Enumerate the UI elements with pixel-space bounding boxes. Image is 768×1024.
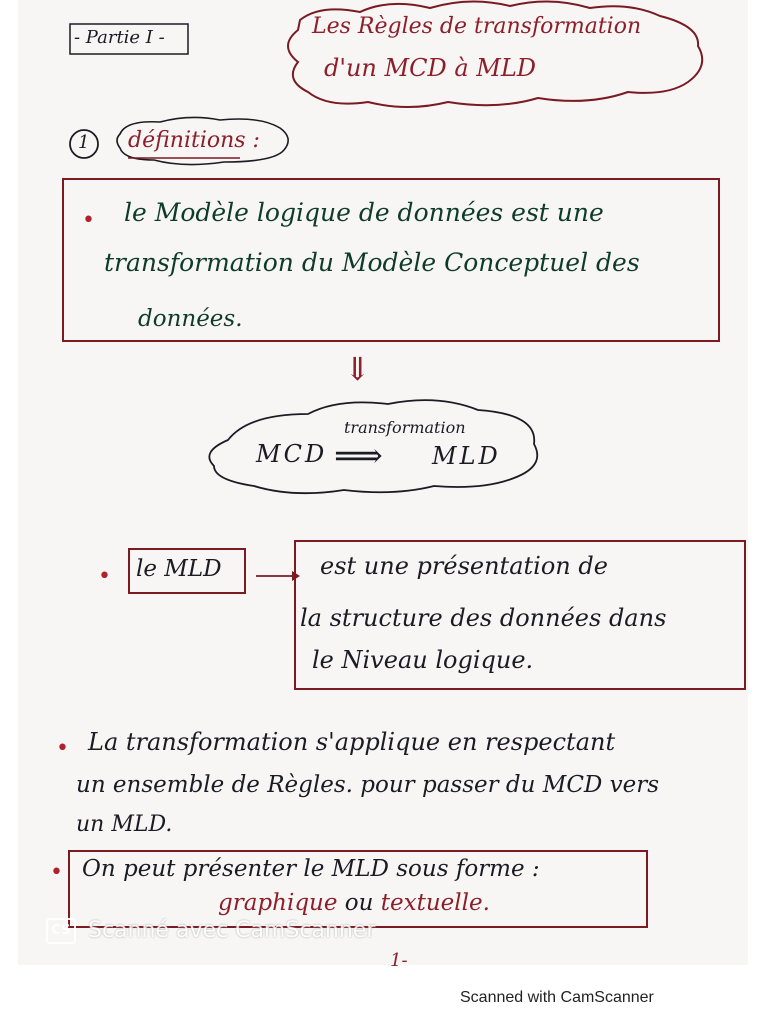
- final-bullet: •: [50, 860, 63, 885]
- paragraph-line-1: La transformation s'applique en respectant: [88, 728, 616, 756]
- final-option-joiner: ou: [344, 890, 374, 916]
- page-number: 1-: [390, 950, 408, 971]
- final-line-2: [218, 890, 490, 916]
- down-arrow-icon: ⇓: [344, 350, 371, 388]
- camscanner-watermark-text: Scanné avec CamScanner: [88, 918, 376, 943]
- section-number: 1: [78, 132, 90, 153]
- definition-bullet: •: [82, 208, 95, 233]
- mld-definition-line-1: est une présentation de: [320, 552, 608, 580]
- mld-term: le MLD: [136, 556, 222, 582]
- cloud-transformation-label: transformation: [344, 418, 466, 437]
- final-option-graphique: graphique: [218, 890, 338, 916]
- part-label: - Partie I -: [74, 27, 165, 48]
- final-option-textuelle: textuelle.: [380, 890, 490, 916]
- cloud-arrow-icon: ⟹: [334, 436, 383, 476]
- mld-definition-line-2: la structure des données dans: [300, 604, 667, 632]
- paragraph-bullet: •: [56, 736, 69, 761]
- camscanner-logo-icon: CS: [46, 918, 76, 944]
- paragraph-line-2: un ensemble de Règles. pour passer du MCD vers: [76, 772, 660, 798]
- section-heading: définitions :: [128, 128, 260, 153]
- definition-line-2: transformation du Modèle Conceptuel des: [104, 248, 640, 277]
- cloud-right-mld: MLD: [432, 442, 501, 470]
- cloud-left-mcd: MCD: [256, 440, 328, 468]
- title-line-1: Les Règles de transformation: [312, 14, 642, 39]
- mld-bullet: •: [98, 564, 111, 589]
- paragraph-line-3: un MLD.: [76, 812, 173, 837]
- final-line-1: On peut présenter le MLD sous forme :: [82, 856, 540, 882]
- definition-line-1: le Modèle logique de données est une: [124, 198, 604, 227]
- mld-definition-line-3: le Niveau logique.: [312, 646, 534, 674]
- title-line-2: d'un MCD à MLD: [324, 54, 537, 82]
- footer-caption: Scanned with CamScanner: [460, 989, 654, 1006]
- definition-line-3: données.: [138, 306, 243, 332]
